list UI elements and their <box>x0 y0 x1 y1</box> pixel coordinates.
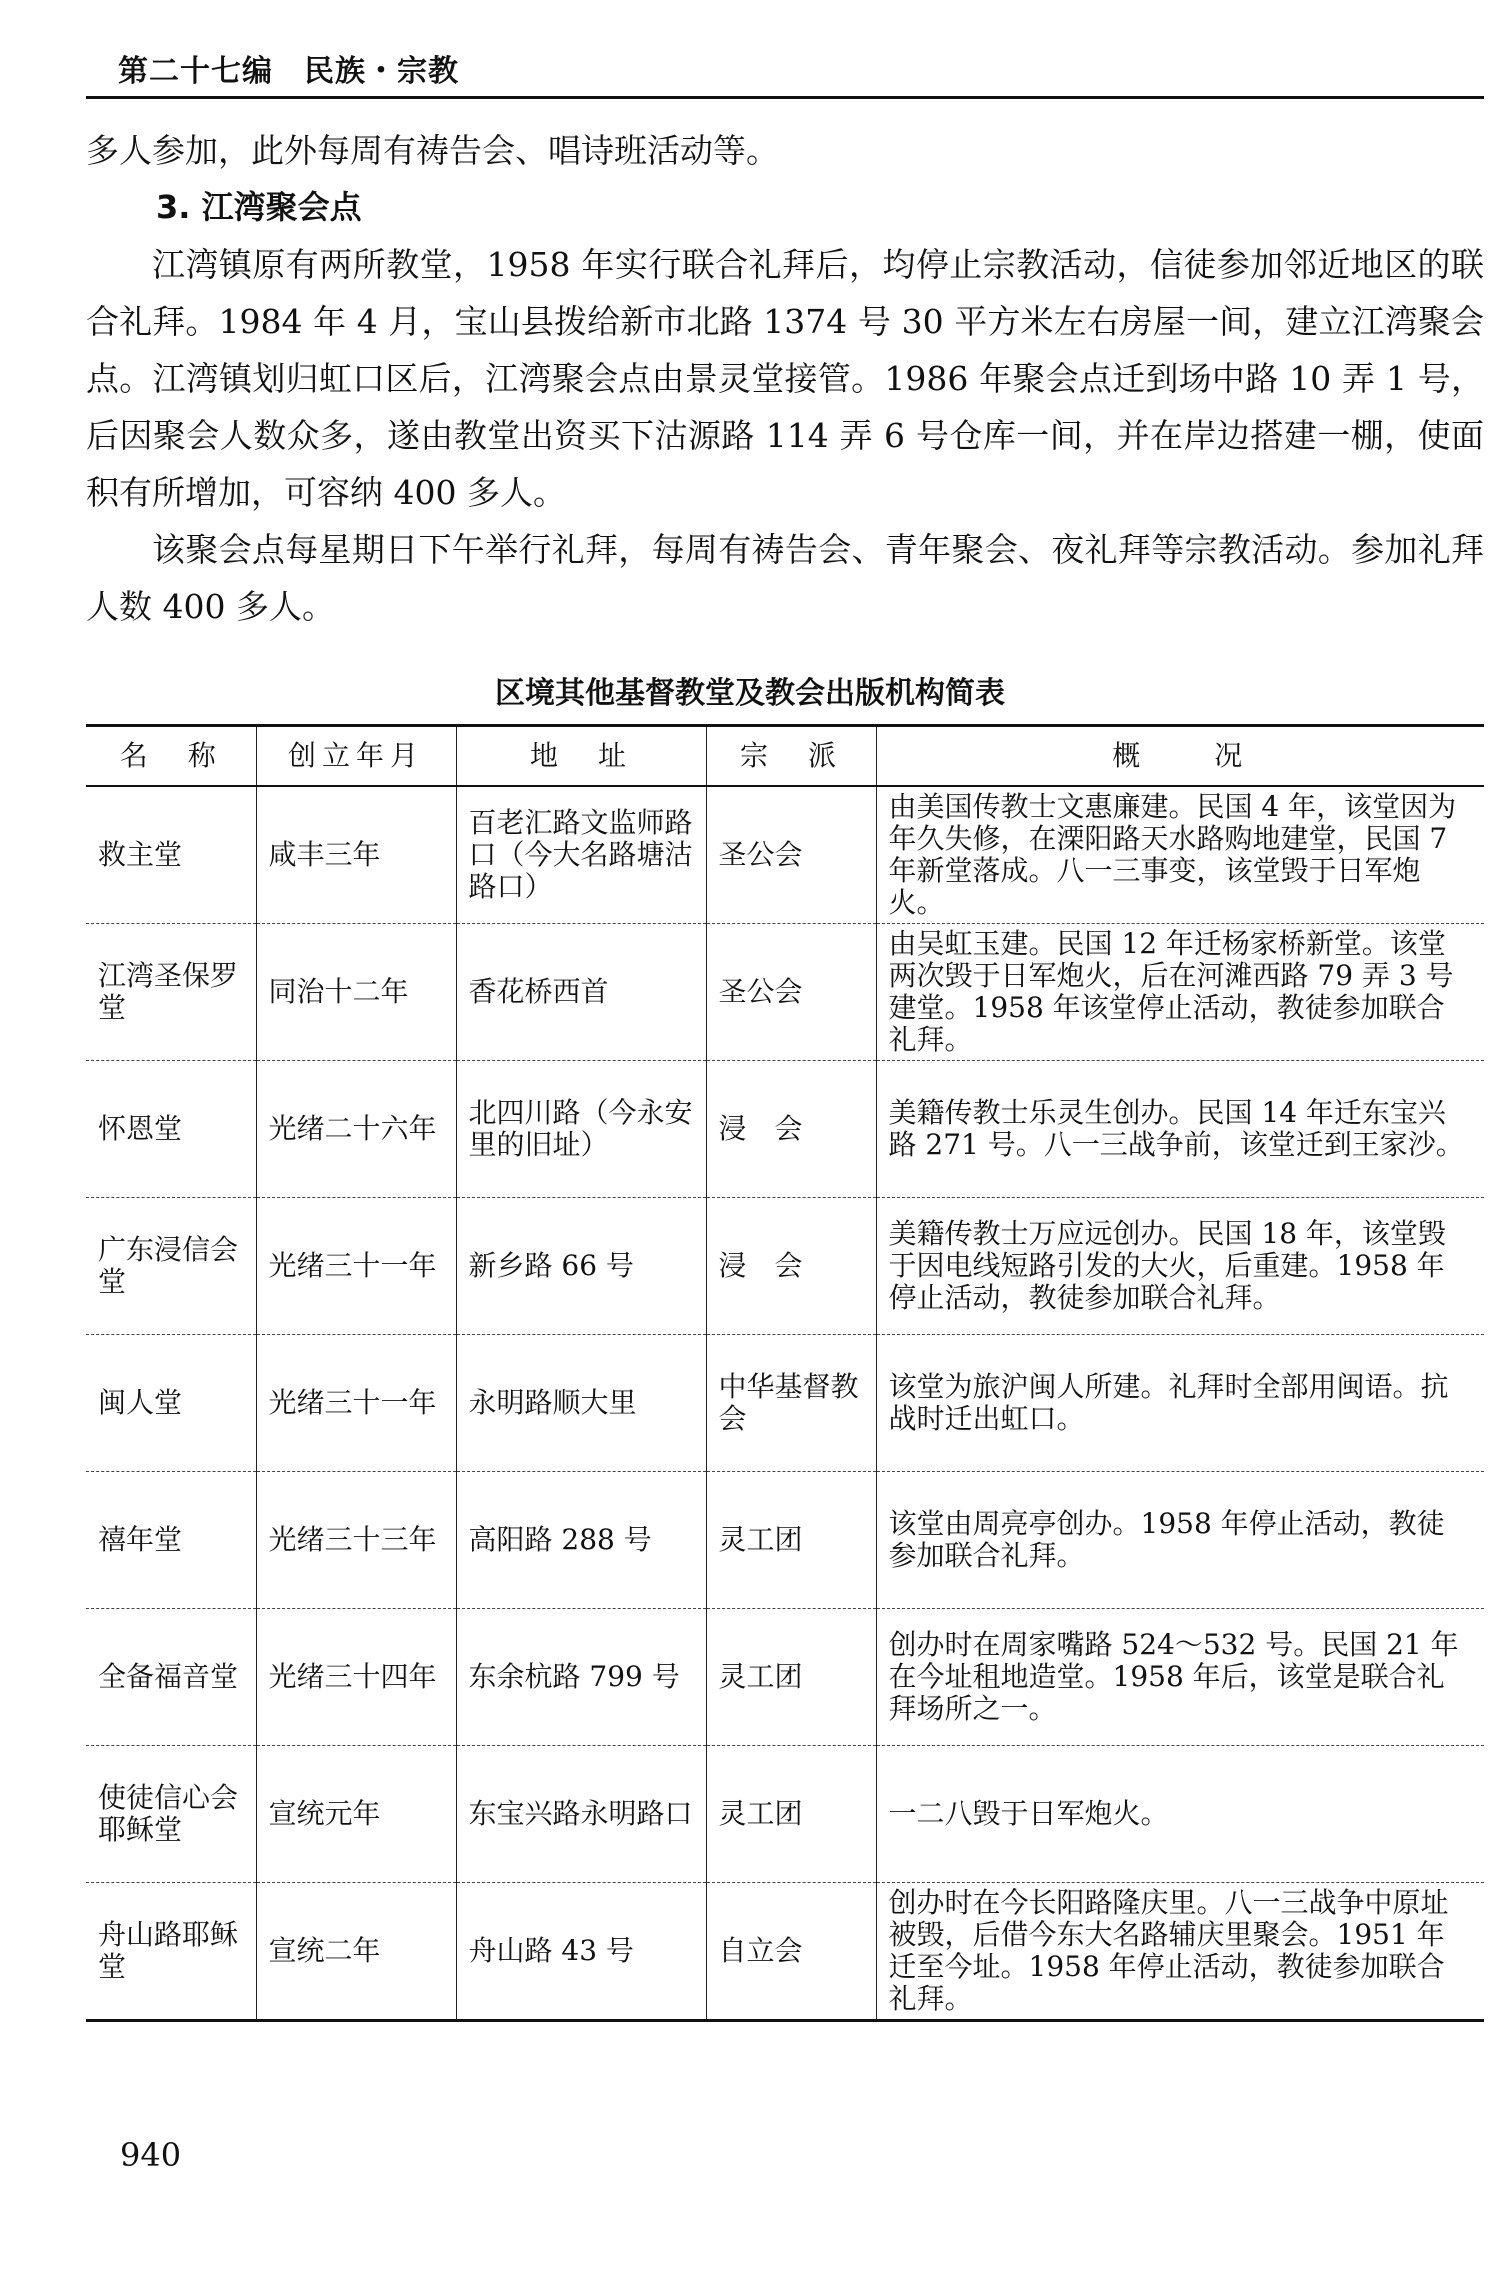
column-header-founded: 创立年月 <box>256 726 456 787</box>
cell-address: 高阳路 288 号 <box>456 1472 706 1609</box>
cell-denomination: 浸 会 <box>706 1198 876 1335</box>
cell-founded: 光绪三十四年 <box>256 1609 456 1746</box>
paragraph-continuation: 多人参加，此外每周有祷告会、唱诗班活动等。 <box>86 131 779 170</box>
cell-address: 舟山路 43 号 <box>456 1883 706 2021</box>
table-header-row <box>86 726 1484 787</box>
cell-name: 怀恩堂 <box>86 1061 256 1198</box>
cell-denomination: 灵工团 <box>706 1472 876 1609</box>
cell-denomination: 圣公会 <box>706 786 876 924</box>
column-header-denomination: 宗 派 <box>706 726 876 787</box>
cell-name: 全备福音堂 <box>86 1609 256 1746</box>
cell-address: 香花桥西首 <box>456 924 706 1061</box>
cell-address: 东余杭路 799 号 <box>456 1609 706 1746</box>
cell-overview: 由美国传教士文惠廉建。民国 4 年，该堂因为年久失修，在溧阳路天水路购地建堂，民国 7 年新堂落成。八一三事变，该堂毁于日军炮火。 <box>876 786 1484 924</box>
cell-denomination: 圣公会 <box>706 924 876 1061</box>
cell-denomination: 中华基督教会 <box>706 1335 876 1472</box>
cell-name: 闽人堂 <box>86 1335 256 1472</box>
cell-name: 使徒信心会耶稣堂 <box>86 1746 256 1883</box>
cell-denomination: 浸 会 <box>706 1061 876 1198</box>
running-head: 第二十七编 民族・宗教 <box>118 54 459 89</box>
cell-address: 东宝兴路永明路口 <box>456 1746 706 1883</box>
cell-address: 永明路顺大里 <box>456 1335 706 1472</box>
cell-denomination: 灵工团 <box>706 1609 876 1746</box>
cell-founded: 光绪三十三年 <box>256 1472 456 1609</box>
cell-founded: 咸丰三年 <box>256 786 456 924</box>
table-row <box>86 1746 1484 1883</box>
header-rule <box>86 96 1484 99</box>
cell-overview: 创办时在今长阳路隆庆里。八一三战争中原址被毁，后借今东大名路辅庆里聚会。1951 年迁至今址。1958 年停止活动，教徒参加联合礼拜。 <box>876 1883 1484 2021</box>
cell-overview: 创办时在周家嘴路 524～532 号。民国 21 年在今址租地造堂。1958 年后，该堂是联合礼拜场所之一。 <box>876 1609 1484 1746</box>
table-row <box>86 1472 1484 1609</box>
cell-name: 禧年堂 <box>86 1472 256 1609</box>
cell-founded: 光绪二十六年 <box>256 1061 456 1198</box>
table-row <box>86 1335 1484 1472</box>
cell-overview: 由吴虹玉建。民国 12 年迁杨家桥新堂。该堂两次毁于日军炮火，后在河滩西路 79 弄 3 号建堂。1958 年该堂停止活动，教徒参加联合礼拜。 <box>876 924 1484 1061</box>
cell-name: 舟山路耶稣堂 <box>86 1883 256 2021</box>
paragraph-history: 江湾镇原有两所教堂，1958 年实行联合礼拜后，均停止宗教活动，信徒参加邻近地区的联合礼拜。1984 年 4 月，宝山县拨给新市北路 1374 号 30 平方米左右房屋一间，建立江湾聚会点。江湾镇划归虹口区后，江湾聚会点由景灵堂接管。1986 年聚会点迁到场中路 10 弄 1 号，后因聚会人数众多，遂由教堂出资买下沽源路 114 弄 6 号仓库一间，并在岸边搭建一棚，使面积有所增加，可容纳 400 多人。 <box>86 245 1484 512</box>
column-header-overview: 概 况 <box>876 726 1484 787</box>
table-row <box>86 1061 1484 1198</box>
cell-address: 百老汇路文监师路口（今大名路塘沽路口） <box>456 786 706 924</box>
table-title: 区境其他基督教堂及教会出版机构简表 <box>495 676 1005 711</box>
column-header-address: 地 址 <box>456 726 706 787</box>
cell-overview: 该堂为旅沪闽人所建。礼拜时全部用闽语。抗战时迁出虹口。 <box>876 1335 1484 1472</box>
page-number: 940 <box>120 2136 182 2174</box>
cell-denomination: 灵工团 <box>706 1746 876 1883</box>
table-row <box>86 786 1484 924</box>
cell-founded: 光绪三十一年 <box>256 1198 456 1335</box>
table-row <box>86 1609 1484 1746</box>
cell-overview: 美籍传教士万应远创办。民国 18 年，该堂毁于因电线短路引发的大火，后重建。1958 年停止活动，教徒参加联合礼拜。 <box>876 1198 1484 1335</box>
body-text <box>86 122 1484 635</box>
table-row <box>86 1883 1484 2021</box>
cell-name: 广东浸信会堂 <box>86 1198 256 1335</box>
table-row <box>86 924 1484 1061</box>
cell-address: 北四川路（今永安里的旧址） <box>456 1061 706 1198</box>
cell-name: 江湾圣保罗堂 <box>86 924 256 1061</box>
cell-founded: 宣统二年 <box>256 1883 456 2021</box>
cell-overview: 美籍传教士乐灵生创办。民国 14 年迁东宝兴路 271 号。八一三战争前，该堂迁到王家沙。 <box>876 1061 1484 1198</box>
cell-overview: 该堂由周亮亭创办。1958 年停止活动，教徒参加联合礼拜。 <box>876 1472 1484 1609</box>
cell-denomination: 自立会 <box>706 1883 876 2021</box>
cell-overview: 一二八毁于日军炮火。 <box>876 1746 1484 1883</box>
cell-founded: 宣统元年 <box>256 1746 456 1883</box>
section-heading: 3. 江湾聚会点 <box>156 188 362 226</box>
churches-table <box>86 724 1484 2022</box>
paragraph-activities: 该聚会点每星期日下午举行礼拜，每周有祷告会、青年聚会、夜礼拜等宗教活动。参加礼拜人数 400 多人。 <box>86 530 1484 626</box>
cell-founded: 光绪三十一年 <box>256 1335 456 1472</box>
cell-address: 新乡路 66 号 <box>456 1198 706 1335</box>
column-header-name: 名 称 <box>86 726 256 787</box>
cell-name: 救主堂 <box>86 786 256 924</box>
cell-founded: 同治十二年 <box>256 924 456 1061</box>
table-row <box>86 1198 1484 1335</box>
